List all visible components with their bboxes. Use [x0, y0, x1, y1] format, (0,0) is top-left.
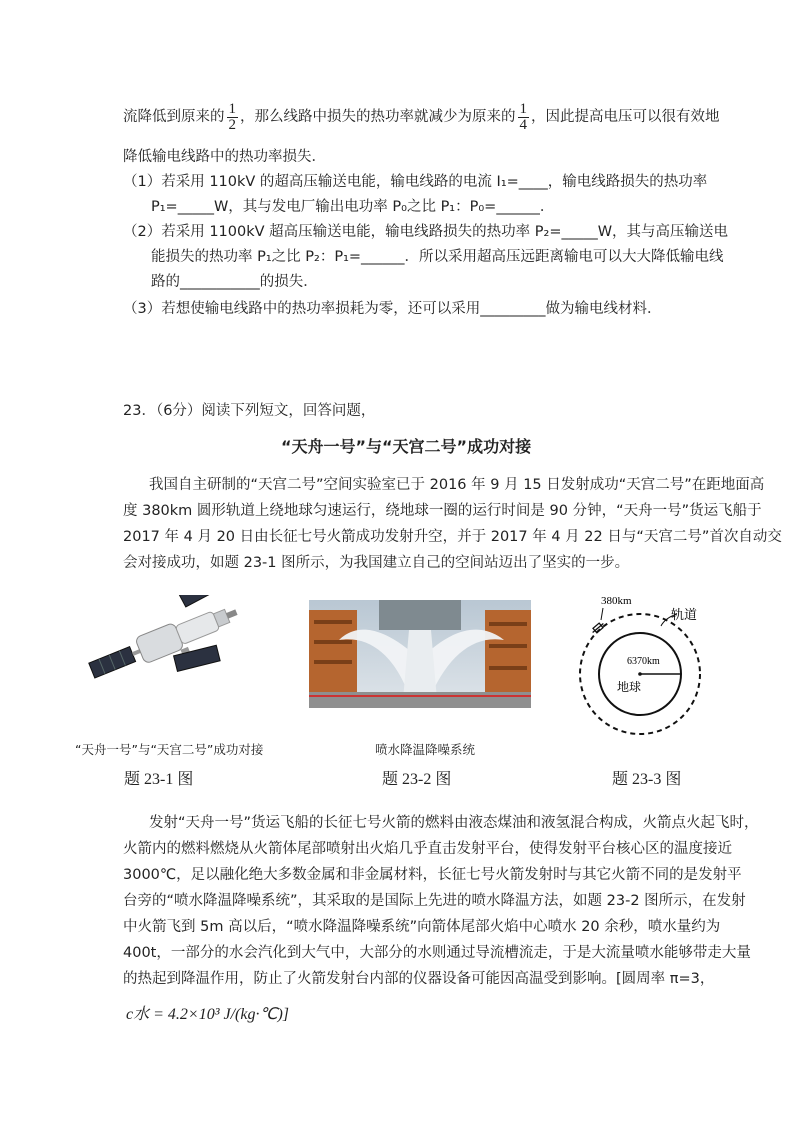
earth-label: 地球	[617, 680, 642, 694]
q23-para2-line-2: 火箭内的燃料燃烧从火箭体尾部喷射出火焰几乎直击发射平台，使得发射平台核心区的温度接近	[123, 841, 732, 857]
q23-para1-line-1: 我国自主研制的“天宫二号”空间实验室已于 2016 年 9 月 15 日发射成功“天宫二号”在距地面高	[149, 477, 765, 493]
altitude-label: 380km	[601, 595, 632, 607]
q22-intro-text-c: ，因此提高电压可以很有效地	[531, 109, 720, 125]
earth-center	[638, 672, 642, 676]
q23-para1-line-4: 会对接成功，如题 23-1 图所示，为我国建立自己的空间站迈出了坚实的一步。	[123, 555, 630, 571]
q23-para2-line-7: 的热起到降温作用，防止了火箭发射台内部的仪器设备可能因高温受到影响。[圆周率 π=3，	[123, 971, 715, 987]
q22-intro-text-a: 流降低到原来的	[123, 109, 225, 125]
q22-intro-text-b: ，那么线路中损失的热功率就减少为原来的	[240, 109, 516, 125]
q23-para2-line-5: 中火箭飞到 5m 高以后，“喷水降温降噪系统”向箭体尾部火焰中心喷水 20 余秒，喷水量约为	[123, 919, 721, 935]
fig1-caption: “天舟一号”与“天宫二号”成功对接	[75, 742, 264, 757]
orbit-diagram	[565, 592, 715, 742]
q23-para2-line-1: 发射“天舟一号”货运飞船的长征七号火箭的燃料由液态煤油和液氢混合构成，火箭点火起飞时，	[149, 815, 759, 831]
q22-part2-line-3: 路的___________的损失．	[151, 274, 318, 290]
water-spray-launch-pad-image	[309, 600, 531, 708]
specific-heat-formula: c水 = 4.2×10³ J/(kg·℃)]	[126, 1006, 289, 1023]
q23-para1-line-2: 度 380km 圆形轨道上绕地球匀速运行，绕地球一圈的运行时间是 90 分钟，“天舟一号”货运飞船于	[123, 503, 762, 519]
q22-part2-line-2: 能损失的热功率 P₁之比 P₂：P₁=______．所以采用超高压远距离输电可以大大降低输电线	[151, 249, 724, 265]
spacecraft-marker	[591, 621, 606, 635]
q22-intro-line-1	[123, 100, 720, 134]
fig1-label: 题 23-1 图	[124, 771, 194, 788]
fig2-label: 题 23-2 图	[382, 771, 452, 788]
q22-intro-line-2: 降低输电线路中的热功率损失．	[123, 149, 326, 165]
fraction-denominator: 4	[519, 116, 527, 133]
altitude-pointer	[601, 608, 603, 620]
fraction-numerator: 1	[228, 100, 236, 117]
q22-part1-line-1: （1）若采用 110kV 的超高压输送电能，输电线路的电流 I₁=____，输电线路损失的热功率	[123, 174, 708, 190]
fraction-one-quarter	[518, 102, 530, 133]
q23-article-title: “天舟一号”与“天宫二号”成功对接	[281, 437, 532, 456]
q23-para2-line-6: 400t，一部分的水会汽化到大气中，大部分的水则通过导流槽流走，于是大流量喷水能够带走大量	[123, 945, 751, 961]
q23-para2-line-4: 台旁的“喷水降温降噪系统”，其采取的是国际上先进的喷水降温方法，如题 23-2 图所示，在发射	[123, 893, 746, 909]
q22-part3-line-1: （3）若想使输电线路中的热功率损耗为零，还可以采用_________做为输电线材料．	[123, 301, 662, 317]
fraction-one-half	[227, 102, 239, 133]
spacecraft-docking-image	[85, 595, 295, 725]
fig3-label: 题 23-3 图	[612, 771, 682, 788]
fraction-numerator: 1	[519, 100, 527, 117]
q23-para2-line-3: 3000℃，足以融化绝大多数金属和非金属材料，长征七号火箭发射时与其它火箭不同的是发射平	[123, 867, 742, 883]
fraction-denominator: 2	[228, 116, 236, 133]
q23-para1-line-3: 2017 年 4 月 20 日由长征七号火箭成功发射升空，并于 2017 年 4 月 22 日与“天宫二号”首次自动交	[123, 529, 782, 545]
fig2-caption: 喷水降温降噪系统	[375, 742, 476, 757]
orbit-label: 轨道	[671, 607, 698, 622]
q22-part1-line-2: P₁=_____W，其与发电厂输出电功率 P₀之比 P₁：P₀=______．	[151, 199, 555, 215]
q23-header: 23．（6分）阅读下列短文，回答问题，	[123, 403, 376, 419]
radius-label: 6370km	[627, 656, 660, 667]
q22-part2-line-1: （2）若采用 1100kV 超高压输送电能，输电线路损失的热功率 P₂=_____W，其与高压输送电	[123, 224, 729, 240]
